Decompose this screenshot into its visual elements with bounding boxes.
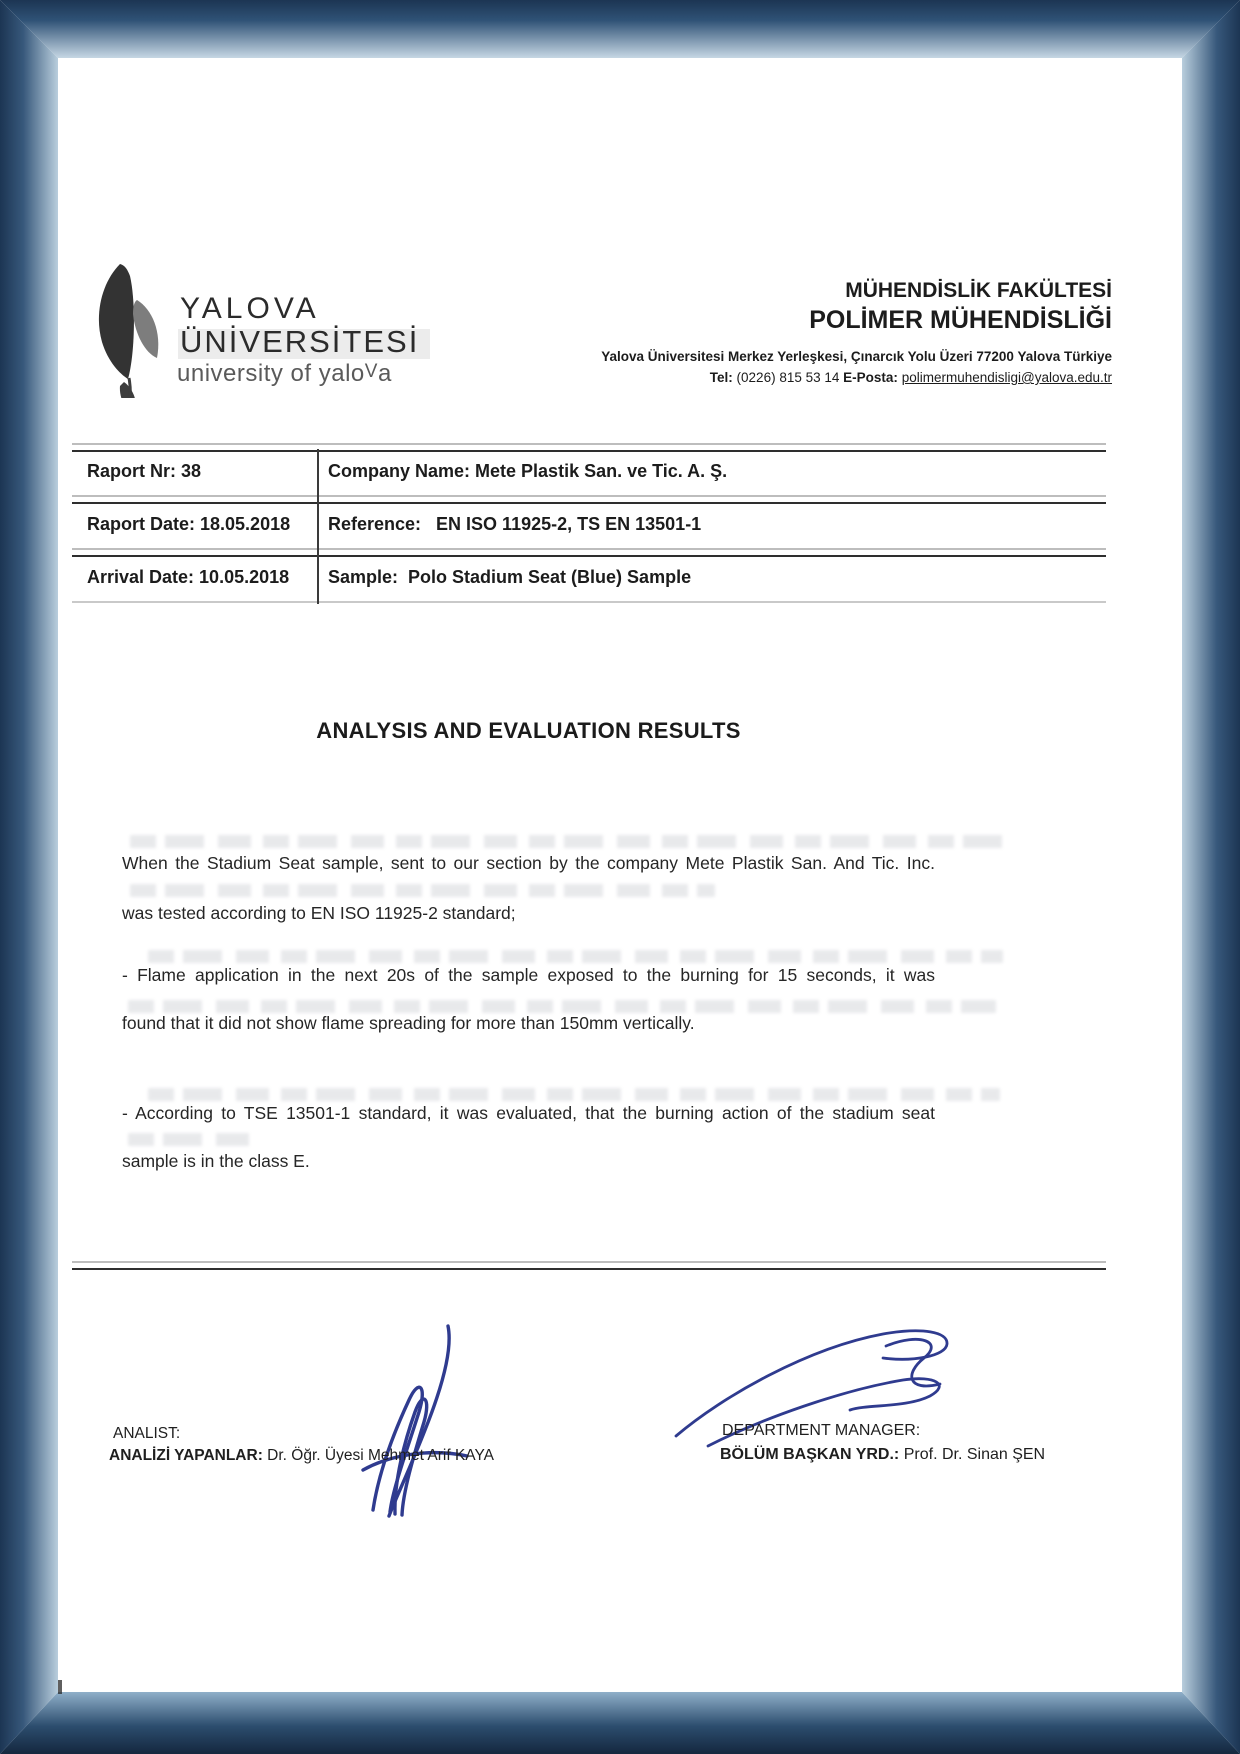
frame-bottom-edge bbox=[0, 1692, 1240, 1754]
manager-line bbox=[720, 1446, 1045, 1464]
university-name-line1: YALOVA bbox=[180, 292, 320, 325]
table-column-divider bbox=[317, 449, 319, 604]
address-line: Yalova Üniversitesi Merkez Yerleşkesi, Çınarcık Yolu Üzeri 77200 Yalova Türkiye bbox=[601, 349, 1112, 364]
faculty-name: MÜHENDİSLİK FAKÜLTESİ bbox=[845, 279, 1112, 302]
table-cell-sample: Sample: Polo Stadium Seat (Blue) Sample bbox=[328, 567, 692, 587]
tel-number: (0226) 815 53 14 bbox=[736, 370, 840, 385]
table-row-divider bbox=[72, 548, 1106, 558]
table-border-bottom bbox=[72, 601, 1106, 603]
paragraph1-line2: was tested according to EN ISO 11925-2 standard; bbox=[122, 903, 516, 923]
tel-label: Tel: bbox=[709, 370, 733, 385]
table-cell-arrival-date: Arrival Date: 10.05.2018 bbox=[87, 567, 290, 587]
scan-artifact-mark bbox=[58, 1680, 62, 1694]
analyst-signature bbox=[345, 1320, 480, 1520]
table-cell-raport-date: Raport Date: 18.05.2018 bbox=[87, 514, 291, 534]
manager-label-tr: BÖLÜM BAŞKAN YRD.: bbox=[720, 1446, 900, 1463]
table-cell-company-name: Company Name: Mete Plastik San. ve Tic. A. Ş. bbox=[328, 461, 728, 481]
university-tagline: university of yalo$^V$a bbox=[177, 360, 392, 387]
email-link[interactable]: polimermuhendisligi@yalova.edu.tr bbox=[901, 370, 1112, 385]
paragraph3-line2: sample is in the class E. bbox=[122, 1151, 310, 1171]
table-row-divider bbox=[72, 495, 1106, 505]
eposta-label: E-Posta: bbox=[843, 370, 898, 385]
university-logo-leaf-icon bbox=[90, 262, 172, 398]
analyst-line bbox=[109, 1447, 494, 1465]
frame-top-edge bbox=[0, 0, 1240, 58]
paragraph2-line2: found that it did not show flame spreading for more than 150mm vertically. bbox=[122, 1013, 695, 1033]
ghost-text-line bbox=[128, 1133, 258, 1146]
tagline-raised-v: V bbox=[364, 361, 378, 382]
analyst-name: Dr. Öğr. Üyesi Mehmet Arif KAYA bbox=[267, 1447, 494, 1464]
paragraph1-line1: When the Stadium Seat sample, sent to our section by the company Mete Plastik San. And Tic. Inc. bbox=[122, 853, 935, 873]
table-border-top bbox=[72, 443, 1106, 453]
signature-section-divider bbox=[72, 1261, 1106, 1271]
table-cell-reference: Reference: EN ISO 11925-2, TS EN 13501-1 bbox=[328, 514, 702, 534]
analyst-label-en: ANALIST: bbox=[113, 1425, 181, 1442]
university-name-line2: ÜNİVERSİTESİ bbox=[180, 324, 420, 359]
ghost-text-line bbox=[130, 835, 1005, 848]
table-cell-raport-nr: Raport Nr: 38 bbox=[87, 461, 202, 481]
manager-name: Prof. Dr. Sinan ŞEN bbox=[903, 1446, 1046, 1463]
paragraph3-line1: - According to TSE 13501-1 standard, it was evaluated, that the burning action of the stadium seat bbox=[122, 1103, 935, 1123]
department-name: POLİMER MÜHENDİSLİĞİ bbox=[809, 306, 1112, 334]
contact-line bbox=[710, 370, 1112, 385]
document-title: ANALYSIS AND EVALUATION RESULTS bbox=[316, 718, 741, 743]
frame-right-edge bbox=[1182, 0, 1240, 1754]
ghost-text-line bbox=[130, 884, 715, 897]
manager-label-en: DEPARTMENT MANAGER: bbox=[722, 1422, 921, 1439]
analyst-label-tr: ANALİZİ YAPANLAR: bbox=[109, 1447, 263, 1464]
frame-left-edge bbox=[0, 0, 58, 1754]
paragraph2-line1: - Flame application in the next 20s of the sample exposed to the burning for 15 seconds, it was bbox=[122, 965, 935, 985]
